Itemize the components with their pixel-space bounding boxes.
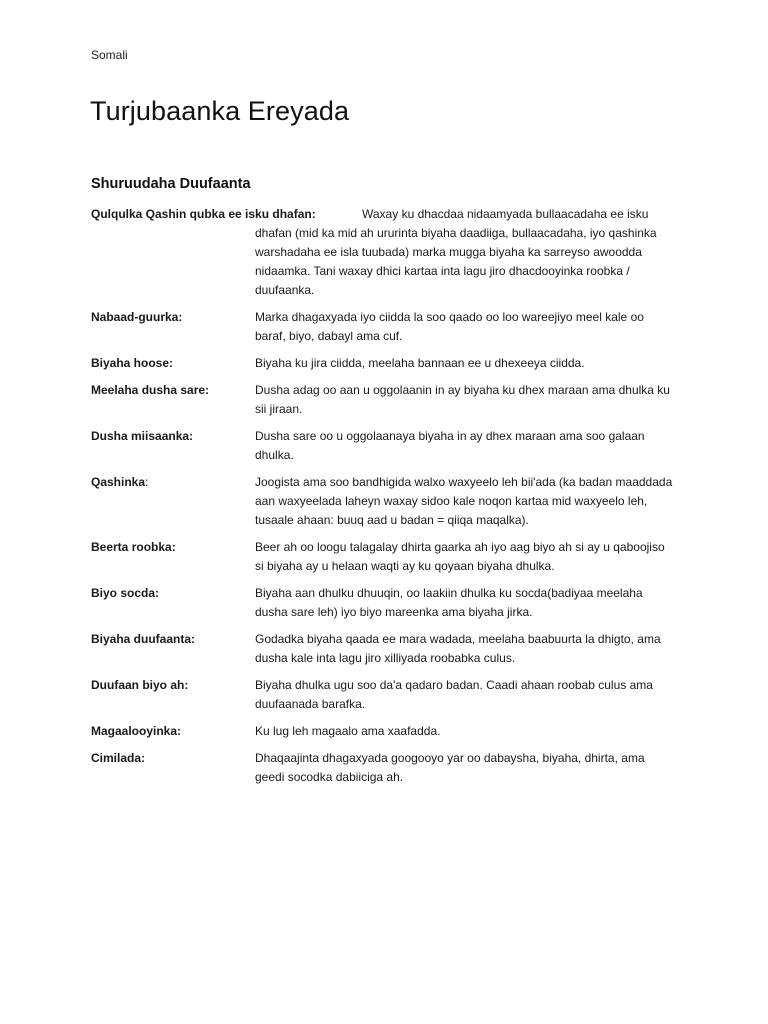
glossary-term: Meelaha dusha sare: bbox=[91, 383, 210, 397]
glossary-term-colon: : bbox=[145, 475, 149, 489]
glossary-entry-urban bbox=[91, 722, 681, 741]
glossary-definition: Biyaha dhulka ugu soo da'a qadaro badan. Caadi ahaan roobab culus ama duufaanada barafka. bbox=[255, 678, 653, 711]
glossary-entry-stormwater bbox=[91, 676, 681, 714]
glossary-term: Cimilada: bbox=[91, 751, 146, 765]
document-title: Turjubaanka Ereyada bbox=[90, 96, 350, 126]
glossary-definition: Biyaha aan dhulku dhuuqin, oo laakiin dhulka ku socda(badiyaa meelaha dusha sare leh) iyo biyo mareenka ama biyaha jirka. bbox=[255, 586, 643, 619]
glossary-term bbox=[91, 473, 148, 492]
glossary-term: Beerta roobka: bbox=[91, 540, 176, 554]
glossary-list bbox=[91, 205, 681, 795]
glossary-term: Magaalooyinka: bbox=[91, 724, 182, 738]
document-language-label: Somali bbox=[91, 48, 128, 62]
glossary-entry-weathering bbox=[91, 749, 681, 787]
glossary-entry-permeable-surface bbox=[91, 427, 681, 465]
glossary-term: Dusha miisaanka: bbox=[91, 429, 194, 443]
glossary-term: Biyaha hoose: bbox=[91, 356, 174, 370]
glossary-entry-storm-drains bbox=[91, 630, 681, 668]
glossary-entry-rain-garden bbox=[91, 538, 681, 576]
glossary-definition: Marka dhagaxyada iyo ciidda la soo qaado oo loo wareejiyo meel kale oo baraf, biyo, dabayl ama cuf. bbox=[255, 310, 644, 343]
glossary-definition: Joogista ama soo bandhigida walxo waxyeelo leh bii'ada (ka badan maaddada aan waxyeelada laheyn waxay sidoo kale noqon kartaa mid waxyeelo leh, tusaale ahaan: buuq aad u badan = qiiqa maqalka). bbox=[255, 475, 673, 527]
glossary-entry-runoff bbox=[91, 584, 681, 622]
glossary-term: Nabaad-guurka: bbox=[91, 310, 183, 324]
glossary-definition: Godadka biyaha qaada ee mara wadada, meelaha baabuurta la dhigto, ama dusha kale inta lagu jiro xilliyada roobabka culus. bbox=[255, 632, 661, 665]
glossary-definition: Beer ah oo loogu talagalay dhirta gaarka ah iyo aag biyo ah si ay u qaboojiso si biyaha ay u helaan waqti ay ku qoyaan biyaha dhulka. bbox=[255, 540, 665, 573]
glossary-entry-combined-sewer-overflow bbox=[91, 205, 681, 300]
section-heading: Shuruudaha Duufaanta bbox=[91, 176, 251, 192]
glossary-term: Qulqulka Qashin qubka ee isku dhafan: bbox=[91, 207, 316, 221]
glossary-entry-groundwater bbox=[91, 354, 681, 373]
glossary-term: Biyo socda: bbox=[91, 586, 160, 600]
glossary-term: Duufaan biyo ah: bbox=[91, 678, 189, 692]
glossary-entry-pollution bbox=[91, 473, 681, 530]
glossary-definition: Ku lug leh magaalo ama xaafadda. bbox=[255, 724, 441, 738]
glossary-term: Biyaha duufaanta: bbox=[91, 632, 196, 646]
glossary-definition: Dusha adag oo aan u oggolaanin in ay biyaha ku dhex maraan ama dhulka ku sii jiraan. bbox=[255, 383, 670, 416]
glossary-term-text: Qashinka bbox=[91, 475, 146, 489]
glossary-definition: Dusha sare oo u oggolaanaya biyaha in ay dhex maraan ama soo galaan dhulka. bbox=[255, 429, 645, 462]
glossary-entry-impervious-surfaces bbox=[91, 381, 681, 419]
glossary-definition: Biyaha ku jira ciidda, meelaha bannaan ee u dhexeeya ciidda. bbox=[255, 356, 585, 370]
glossary-definition: Dhaqaajinta dhagaxyada googooyo yar oo dabaysha, biyaha, dhirta, ama geedi socodka dabiiciga ah. bbox=[255, 751, 645, 784]
glossary-entry-erosion bbox=[91, 308, 681, 346]
glossary-definition: Waxay ku dhacdaa nidaamyada bullaacadaha ee isku dhafan (mid ka mid ah ururinta biyaha daadiiga, bullaacadaha, iyo qashinka warshadaha ee isla tuubada) marka mugga biyaha ka sarreyso awoodda nidaamka. Tani waxay dhici kartaa inta lagu jiro dhacdooyinka roobka / duufaanka. bbox=[255, 207, 657, 297]
